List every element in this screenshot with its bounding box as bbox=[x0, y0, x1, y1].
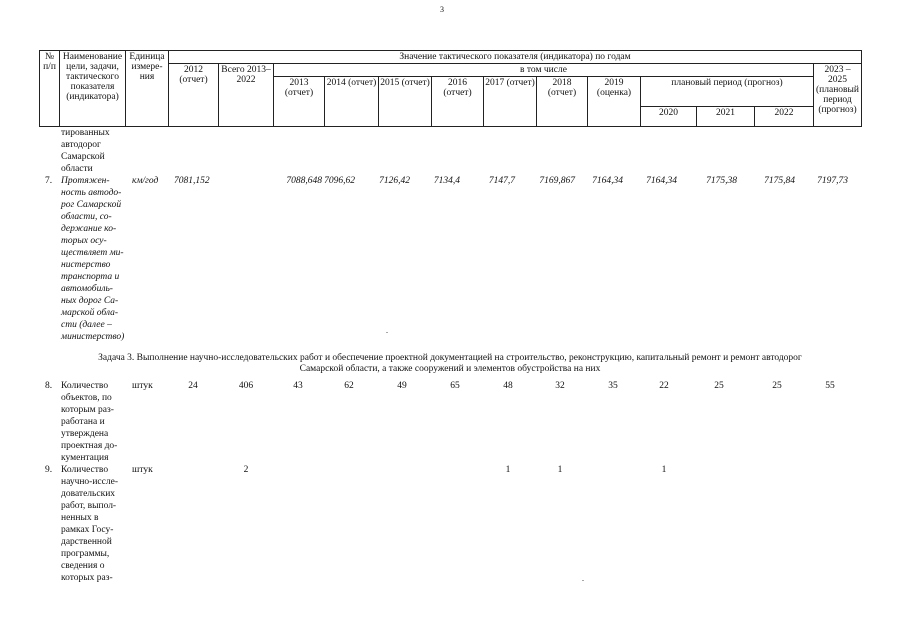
row9-name-line: которых раз- bbox=[61, 573, 113, 583]
row7-2017: 7147,7 bbox=[488, 176, 515, 186]
row8-name-line: кументация bbox=[61, 453, 109, 463]
row8-2012: 24 bbox=[188, 381, 198, 391]
row9-name-line: ненных в bbox=[61, 513, 99, 523]
row7-name-line: держание ко- bbox=[61, 224, 117, 234]
row9-name-line: сведения о bbox=[61, 561, 105, 571]
header-group-title: Значение тактического показателя (индикатора) по годам bbox=[169, 51, 862, 64]
row8-no: 8. bbox=[45, 381, 53, 391]
row8-2015: 49 bbox=[397, 381, 407, 391]
row9-no: 9. bbox=[45, 465, 53, 475]
table-header bbox=[39, 50, 862, 127]
row8-name-line: объектов, по bbox=[61, 393, 112, 403]
continuation-line: области bbox=[61, 164, 93, 174]
row7-2023: 7197,73 bbox=[817, 176, 848, 186]
row8-2021: 25 bbox=[714, 381, 724, 391]
row7-name-line: транспорта и bbox=[61, 272, 120, 282]
row7-name-line: ных дорог Са- bbox=[61, 296, 119, 306]
row9-2018: 1 bbox=[557, 465, 563, 475]
row7-name-line: области, со- bbox=[61, 212, 112, 222]
row7-name-line: ность автодо- bbox=[61, 188, 122, 198]
row7-name-line: нистерство bbox=[61, 260, 111, 270]
row9-name-line: научно-иссле- bbox=[61, 477, 118, 487]
header-unit: Единица измере- ния bbox=[126, 51, 169, 127]
row7-no: 7. bbox=[45, 176, 53, 186]
row7-2020: 7164,34 bbox=[646, 176, 677, 186]
stray-dot: . bbox=[386, 326, 388, 335]
row8-name-line: которым раз- bbox=[61, 405, 114, 415]
task3-line: Самарской области, а также сооружений и элементов обустройства на них bbox=[299, 364, 601, 374]
header-2016: 2016 (отчет) bbox=[432, 77, 484, 127]
row8-name-line: утверждена bbox=[61, 429, 109, 439]
header-2020: 2020 bbox=[641, 107, 697, 127]
row8-unit: штук bbox=[132, 381, 153, 391]
header-including: в том числе bbox=[274, 64, 814, 77]
row9-name-line: работ, выпол- bbox=[61, 501, 117, 511]
page-number: 3 bbox=[440, 5, 444, 14]
row8-name-line: проектная до- bbox=[61, 441, 118, 451]
header-plan-period: плановый период (прогноз) bbox=[641, 77, 814, 107]
row9-2017: 1 bbox=[505, 465, 511, 475]
row9-total: 2 bbox=[243, 465, 249, 475]
continuation-line: тированных bbox=[61, 128, 110, 138]
row8-2013: 43 bbox=[293, 381, 303, 391]
row7-name-line: ществляет ми- bbox=[61, 248, 124, 258]
continuation-line: автодорог bbox=[61, 140, 101, 150]
row7-unit: км/год bbox=[132, 176, 159, 186]
header-2019: 2019 (оценка) bbox=[588, 77, 641, 127]
row9-name-line: довательских bbox=[61, 489, 116, 499]
row7-2022: 7175,84 bbox=[764, 176, 795, 186]
header-2017: 2017 (отчет) bbox=[484, 77, 537, 127]
row8-2017: 48 bbox=[503, 381, 513, 391]
row7-2015: 7126,42 bbox=[379, 176, 410, 186]
row8-name-line: Количество bbox=[61, 381, 109, 391]
header-total: Всего 2013–2022 bbox=[219, 64, 274, 127]
row7-name-line: сти (далее – bbox=[61, 320, 112, 330]
row7-2016: 7134,4 bbox=[433, 176, 460, 186]
row8-2019: 35 bbox=[608, 381, 618, 391]
header-2012: 2012 (отчет) bbox=[169, 64, 219, 127]
row7-2018: 7169,867 bbox=[539, 176, 575, 186]
row7-2012: 7081,152 bbox=[174, 176, 210, 186]
header-no: № п/п bbox=[40, 51, 60, 127]
row7-2021: 7175,38 bbox=[706, 176, 737, 186]
row9-name-line: дарственной bbox=[61, 537, 112, 547]
header-2018: 2018 (отчет) bbox=[537, 77, 588, 127]
header-name: Наименование цели, задачи, тактического показателя (индикатора) bbox=[60, 51, 126, 127]
row9-2020: 1 bbox=[661, 465, 667, 475]
stray-dot: . bbox=[582, 574, 584, 583]
row8-2016: 65 bbox=[450, 381, 460, 391]
header-2014: 2014 (отчет) bbox=[325, 77, 379, 127]
row7-2019: 7164,34 bbox=[592, 176, 623, 186]
row8-2023: 55 bbox=[825, 381, 835, 391]
row7-name-line: автомобиль- bbox=[61, 284, 113, 294]
header-2021: 2021 bbox=[697, 107, 755, 127]
row9-unit: штук bbox=[132, 465, 153, 475]
row8-2018: 32 bbox=[555, 381, 565, 391]
row7-2013: 7088,648 bbox=[286, 176, 322, 186]
row7-name-line: Протяжен- bbox=[61, 176, 110, 186]
row9-name-line: Количество bbox=[61, 465, 109, 475]
header-2023: 2023 – 2025 (плановый период (прогноз) bbox=[814, 64, 862, 127]
continuation-line: Самарской bbox=[61, 152, 105, 162]
task3-line: Задача 3. Выполнение научно-исследовательских работ и обеспечение проектной документацией на строительство, реконструкцию, капитальный ремонт и ремонт автодорог bbox=[98, 353, 802, 363]
row7-2014: 7096,62 bbox=[324, 176, 355, 186]
header-2013: 2013 (отчет) bbox=[274, 77, 325, 127]
row8-2014: 62 bbox=[344, 381, 354, 391]
row9-name-line: программы, bbox=[61, 549, 110, 559]
task3-heading bbox=[50, 353, 850, 375]
row8-name-line: работана и bbox=[61, 417, 105, 427]
row7-name-line: торых осу- bbox=[61, 236, 107, 246]
row7-name-line: рог Самарской bbox=[61, 200, 122, 210]
header-2015: 2015 (отчет) bbox=[379, 77, 432, 127]
row8-2020: 22 bbox=[659, 381, 669, 391]
row7-name-line: марской обла- bbox=[61, 308, 119, 318]
row8-total: 406 bbox=[238, 381, 254, 391]
row9-name-line: рамках Госу- bbox=[61, 525, 114, 535]
row7-name-line: министерство) bbox=[61, 332, 125, 342]
row8-2022: 25 bbox=[772, 381, 782, 391]
header-2022: 2022 bbox=[755, 107, 814, 127]
